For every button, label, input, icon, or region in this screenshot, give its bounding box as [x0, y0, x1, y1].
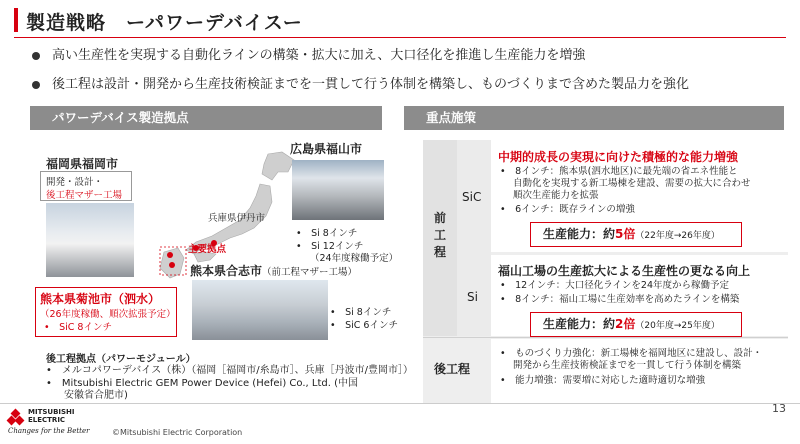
- material-column: [457, 140, 491, 336]
- logo-text-1: MITSUBISHI: [28, 408, 75, 416]
- backend-site-1: • メルコパワーデバイス（株）（福岡［福岡市/糸島市］、兵庫［丹波市/豊岡市］）: [46, 365, 413, 376]
- row-separator: [423, 337, 788, 338]
- itami-label: 兵庫県伊丹市: [208, 213, 266, 224]
- summary-bullets: [30, 48, 770, 106]
- kumamoto-factory-photo: [192, 280, 328, 340]
- sic-heading: 中期的成長の実現に向けた積極的な能力増強: [498, 150, 739, 164]
- back-bullet-1-cont: 開発から生産技術検証までを一貫して行う体制を構築: [513, 360, 742, 371]
- hiroshima-item-1: • Si 8インチ: [296, 228, 358, 239]
- hiroshima-factory-photo: [292, 160, 384, 220]
- back-bullet-1: • ものづくり力強化：新工場棟を福岡地区に建設し、設計・: [500, 348, 763, 359]
- sic-capacity-box: 生産能力：約5倍（22年度→26年度）: [530, 222, 742, 247]
- front-process-label: 前工程: [434, 211, 447, 259]
- title-accent-bar: [14, 8, 18, 32]
- fukuoka-role-1: 開発・設計・: [46, 177, 104, 188]
- si-label: Si: [467, 290, 478, 304]
- backend-sites-title: 後工程拠点（パワーモジュール）: [46, 354, 196, 365]
- right-section-header: 重点施策: [404, 106, 784, 130]
- si-bullet-1: • 12インチ：大口径化ラインを24年度から稼働予定: [500, 280, 730, 291]
- main-base-label: 主要拠点: [188, 244, 227, 255]
- sic-bullet-1: • 8インチ：熊本県(泗水地区)に最先端の省エネ性能と: [500, 166, 738, 177]
- logo-text-2: ELECTRIC: [28, 416, 66, 424]
- koshi-label: 熊本県合志市（前工程マザー工場）: [190, 264, 358, 278]
- fukuoka-factory-photo: [46, 203, 134, 277]
- bullet-item: 後工程は設計・開発から生産技術検証までを一貫して行う体制を構築し、ものづくりまで含めた製品力を強化: [30, 77, 770, 93]
- kikuchi-item: • SiC 8インチ: [44, 322, 112, 333]
- hiroshima-label: 広島県福山市: [290, 142, 363, 156]
- logo-tagline: Changes for the Better: [8, 427, 90, 435]
- back-process-label: 後工程: [434, 362, 471, 376]
- fukuoka-label: 福岡県福岡市: [46, 157, 119, 171]
- sic-bullet-1-cont: 自動化を実現する新工場棟を建設、需要の拡大に合わせ: [513, 178, 751, 189]
- title-rule: [14, 37, 786, 38]
- kikuchi-label: 熊本県菊池市（泗水）: [40, 292, 161, 306]
- backend-site-2-cont: 安徽省合肥市): [64, 390, 128, 401]
- sic-label: SiC: [462, 190, 482, 204]
- sic-bullet-2: • 6インチ：既存ラインの増強: [500, 204, 635, 215]
- bullet-item: 高い生産性を実現する自動化ラインの構築・拡大に加え、大口径化を推進し生産能力を増強: [30, 48, 770, 64]
- left-section-header: パワーデバイス製造拠点: [30, 106, 382, 130]
- page-number: 13: [772, 402, 786, 415]
- footer-rule: [0, 403, 800, 404]
- logo-mark-icon: [15, 416, 25, 426]
- koshi-item-2: • SiC 6インチ: [330, 320, 398, 331]
- kikuchi-note: （26年度稼働、順次拡張予定）: [40, 309, 176, 320]
- back-bullet-2: • 能力増強：需要増に対応した適時適切な増強: [500, 375, 706, 386]
- page-title: 製造戦略 ーパワーデバイスー: [26, 12, 303, 34]
- si-capacity-box: 生産能力：約2倍（20年度→25年度）: [530, 312, 742, 337]
- sic-bullet-1-cont2: 順次生産能力を拡張: [513, 190, 599, 201]
- si-heading: 福山工場の生産拡大による生産性の更なる向上: [498, 264, 751, 278]
- fukuoka-role-2: 後工程マザー工場: [46, 190, 123, 201]
- copyright: ©Mitsubishi Electric Corporation: [112, 428, 243, 437]
- koshi-item-1: • Si 8インチ: [330, 307, 392, 318]
- backend-site-2: • Mitsubishi Electric GEM Power Device (Hefei) Co., Ltd. (中国: [46, 378, 358, 389]
- hiroshima-item-2-note: （24年度稼働予定）: [310, 253, 399, 264]
- si-bullet-2: • 8インチ：福山工場に生産効率を高めたラインを構築: [500, 294, 740, 305]
- hiroshima-item-2: • Si 12インチ: [296, 241, 364, 252]
